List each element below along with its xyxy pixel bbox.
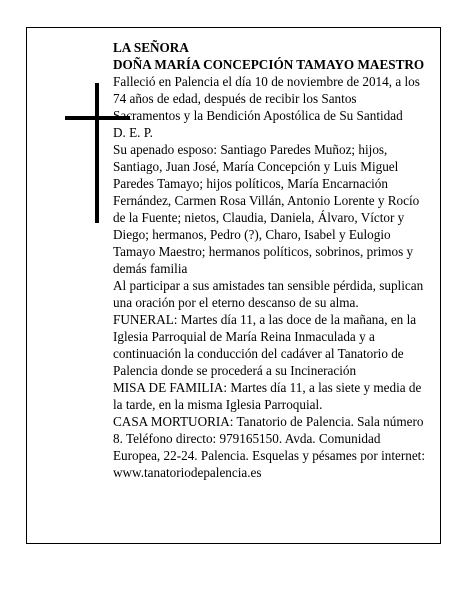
cross-icon bbox=[95, 83, 99, 223]
family-list: Su apenado esposo: Santiago Paredes Muñoz; hijos, Santiago, Juan José, María Concepción y Luis Miguel Paredes Tamayo; hijos políticos, María Encarnación Fernández, Carmen Rosa Villán, Antonio Lorente y Rocío de la Fuente; nietos, Claudia, Daniela, Álvaro, Víctor y Diego; hermanos, Pedro (?), Charo, Isabel y Eulogio Tamayo Maestro; hermanos políticos, sobrinos, primos y demás familia bbox=[113, 142, 420, 276]
title-line-1: LA SEÑORA bbox=[113, 40, 189, 55]
death-statement: Falleció en Palencia el día 10 de noviembre de 2014, a los 74 años de edad, después de recibir los Santos Sacramentos y la Bendición Apostólica de Su Santidad bbox=[113, 74, 420, 123]
mortuary-info: CASA MORTUORIA: Tanatorio de Palencia. Sala número 8. Teléfono directo: 979165150. Avda. Comunidad Europea, 22-24. Palencia. Esquelas y pésames por internet: www.tanatoriodepalencia.es bbox=[113, 414, 426, 480]
prayer-request: Al participar a sus amistades tan sensible pérdida, suplican una oración por el eterno descanso de su alma. bbox=[113, 278, 424, 310]
funeral-info: FUNERAL: Martes día 11, a las doce de la mañana, en la Iglesia Parroquial de María Reina Inmaculada y a continuación la conducción del cadáver al Tanatorio de Palencia donde se procederá a su Incineración bbox=[113, 312, 417, 378]
rip-line: D. E. P. bbox=[113, 125, 153, 140]
mass-info: MISA DE FAMILIA: Martes día 11, a las siete y media de la tarde, en la misma Iglesia Parroquial. bbox=[113, 380, 422, 412]
notice-text bbox=[113, 39, 425, 481]
deceased-name: DOÑA MARÍA CONCEPCIÓN TAMAYO MAESTRO bbox=[113, 57, 425, 72]
